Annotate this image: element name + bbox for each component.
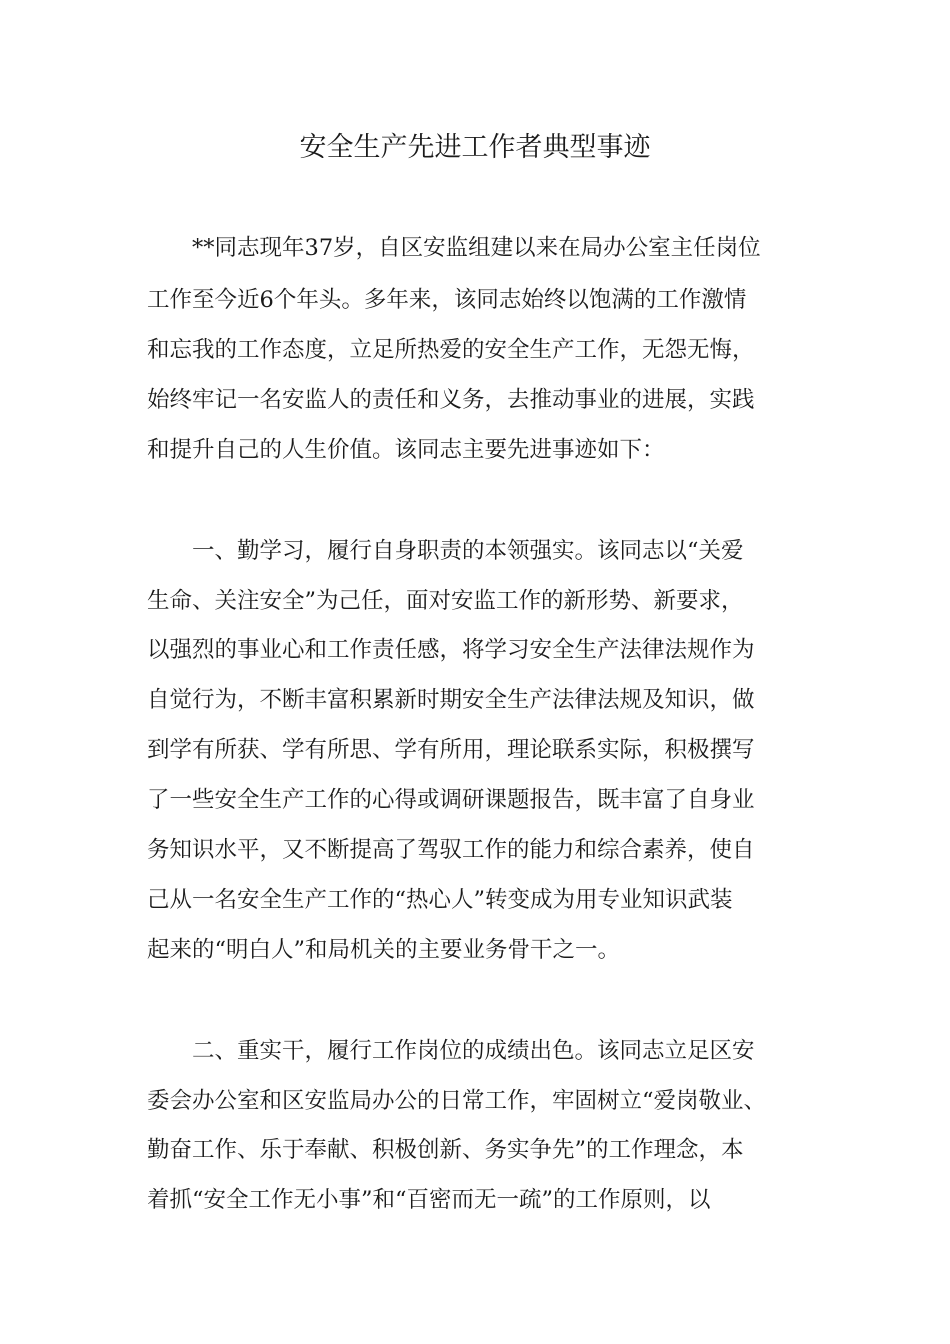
paragraph-1-line-4: 始终牢记一名安监人的责任和义务，去推动事业的进展，实践: [147, 387, 755, 413]
paragraph-2-line-5: 到学有所获、学有所思、学有所用，理论联系实际，积极撰写: [147, 737, 755, 763]
paragraph-2-line-3: 以强烈的事业心和工作责任感，将学习安全生产法律法规作为: [147, 637, 755, 663]
paragraph-1-line-5: 和提升自己的人生价值。该同志主要先进事迹如下：: [147, 437, 665, 463]
paragraph-1-line-2: 工作至今近6个年头。多年来，该同志始终以饱满的工作激情: [147, 287, 747, 313]
paragraph-2-line-8: 己从一名安全生产工作的“热心人”转变成为用专业知识武装: [147, 887, 733, 913]
paragraph-2-line-4: 自觉行为，不断丰富积累新时期安全生产法律法规及知识，做: [147, 687, 755, 713]
paragraph-2-line-9: 起来的“明白人”和局机关的主要业务骨干之一。: [147, 937, 621, 963]
paragraph-1-line-1: **同志现年37岁，自区安监组建以来在局办公室主任岗位: [192, 235, 761, 261]
paragraph-1-line-3: 和忘我的工作态度，立足所热爱的安全生产工作，无怨无悔，: [147, 337, 755, 363]
document-title: 安全生产先进工作者典型事迹: [299, 132, 651, 163]
paragraph-2-line-7: 务知识水平，又不断提高了驾驭工作的能力和综合素养，使自: [147, 837, 755, 863]
paragraph-3-line-4: 着抓“安全工作无小事”和“百密而无一疏”的工作原则，以: [147, 1187, 711, 1213]
paragraph-2-line-1: 一、勤学习，履行自身职责的本领强实。该同志以“关爱: [192, 538, 744, 564]
paragraph-2-line-2: 生命、关注安全”为己任，面对安监工作的新形势、新要求，: [147, 588, 744, 614]
paragraph-3-line-3: 勤奋工作、乐于奉献、积极创新、务实争先”的工作理念，本: [147, 1137, 744, 1163]
paragraph-2-line-6: 了一些安全生产工作的心得或调研课题报告，既丰富了自身业: [147, 787, 755, 813]
paragraph-3-line-1: 二、重实干，履行工作岗位的成绩出色。该同志立足区安: [192, 1038, 755, 1064]
paragraph-3-line-2: 委会办公室和区安监局办公的日常工作，牢固树立“爱岗敬业、: [147, 1088, 767, 1114]
